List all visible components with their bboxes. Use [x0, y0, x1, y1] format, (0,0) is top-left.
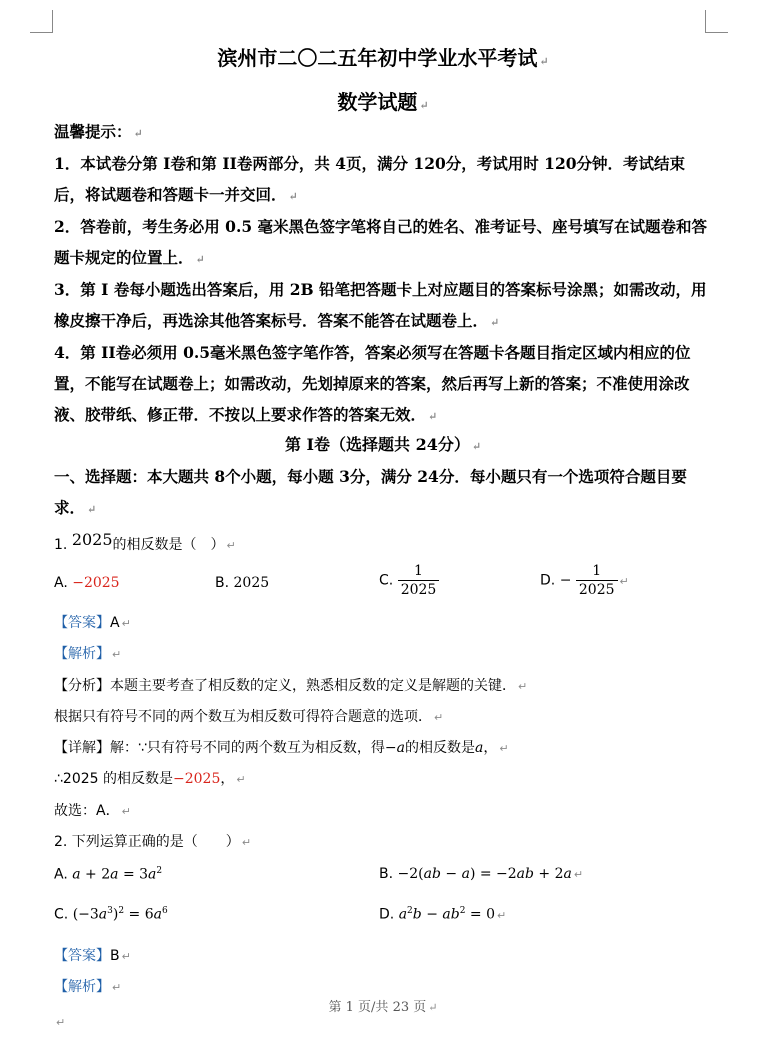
q1-fenxi: 【分析】本题主要考查了相反数的定义，熟悉相反数的定义是解题的关键． ↵ [54, 678, 528, 694]
crop-mark-top-right [705, 10, 728, 33]
q1-answer: 【答案】A ↵ [54, 615, 131, 631]
q1-analysis-tag: 【解析】 ↵ [54, 646, 122, 662]
question-2-stem: 2. 下列运算正确的是（ ） ↵ [54, 834, 252, 850]
q1-option-a: A. −2025 [54, 575, 120, 591]
q2-option-a-formula: a [72, 866, 81, 883]
notice-item-2: 2．答卷前，考生务必用 0.5 毫米黑色签字笔将自己的姓名、准考证号、座号填写在试题卷和答题卡规定的位置上． ↵ [54, 217, 708, 267]
q2-option-d-formula: a [398, 906, 408, 923]
section-heading: 一、选择题：本大题共 8个小题，每小题 3分，满分 24分．每小题只有一个选项符合题目要求． ↵ [54, 467, 687, 517]
q1-option-c-fraction: $\frac{1}{2025}$ [398, 563, 440, 598]
part1-heading: 第 I卷（选择题共 24分） ↵ [284, 435, 482, 454]
crop-mark-top-left [30, 10, 53, 33]
q1-option-b: B. 2025 [215, 575, 270, 591]
notice-item-3: 3．第 I 卷每小题选出答案后，用 2B 铅笔把答题卡上对应题目的答案标号涂黑；如需改动，用橡皮擦干净后，再选涂其他答案标号．答案不能答在试题卷上． ↵ [54, 280, 707, 330]
q1-detail: 【详解】解：∵只有符号不同的两个数互为相反数，得−a的相反数是a， ↵ [54, 740, 509, 756]
q1-basis: 根据只有符号不同的两个数互为相反数可得符合题意的选项． ↵ [54, 709, 444, 725]
q2-option-a: A. $a + 2a = 3a^2$ [54, 866, 163, 883]
q1-option-d-fraction: $\frac{1}{2025}$ [576, 563, 618, 598]
notice-item-1: 1．本试卷分第 I卷和第 II卷两部分，共 4页，满分 120分，考试用时 120分钟．考试结束后，将试题卷和答题卡一并交回． ↵ [54, 154, 686, 204]
q2-option-c: C. $(-3a^3)^2 = 6a^6$ [54, 906, 168, 923]
page-footer: 第 1 页/共 23 页 ↵ [328, 1000, 438, 1015]
trailing-paragraph-mark: ↵ [56, 1016, 66, 1029]
notice-heading: 温馨提示： ↵ [54, 122, 143, 141]
q2-option-b: B. −2(ab − a) = −2ab + 2a ↵ [379, 866, 584, 882]
q2-answer: 【答案】B ↵ [54, 948, 131, 964]
q2-option-c-formula: (−3 [72, 906, 99, 923]
q1-option-c: C. $\frac{1}{2025}$ [379, 563, 439, 598]
q2-option-b-formula: −2( [397, 866, 424, 882]
document-title: 滨州市二〇二五年初中学业水平考试 ↵ [217, 46, 549, 70]
q1-therefore: ∴2025 的相反数是−2025， ↵ [54, 771, 246, 787]
question-1-stem: 1. 2025的相反数是（ ） ↵ [54, 530, 236, 553]
q1-choose: 故选：A． ↵ [54, 803, 131, 819]
notice-item-4: 4．第 II卷必须用 0.5毫米黑色签字笔作答，答案必须写在答题卡各题目指定区域内相应的位置，不能写在试题卷上；如需改动，先划掉原来的答案，然后再写上新的答案；不准使用涂改液、胶带纸、修正带．不按以上要求作答的答案无效． ↵ [54, 343, 691, 424]
document-subtitle: 数学试题 ↵ [337, 90, 429, 114]
q1-option-d: D. − $\frac{1}{2025}$ ↵ [540, 563, 629, 598]
q2-analysis-tag: 【解析】 ↵ [54, 979, 122, 995]
q2-option-d: D. $a^2b - ab^2 = 0$ ↵ [379, 906, 507, 923]
